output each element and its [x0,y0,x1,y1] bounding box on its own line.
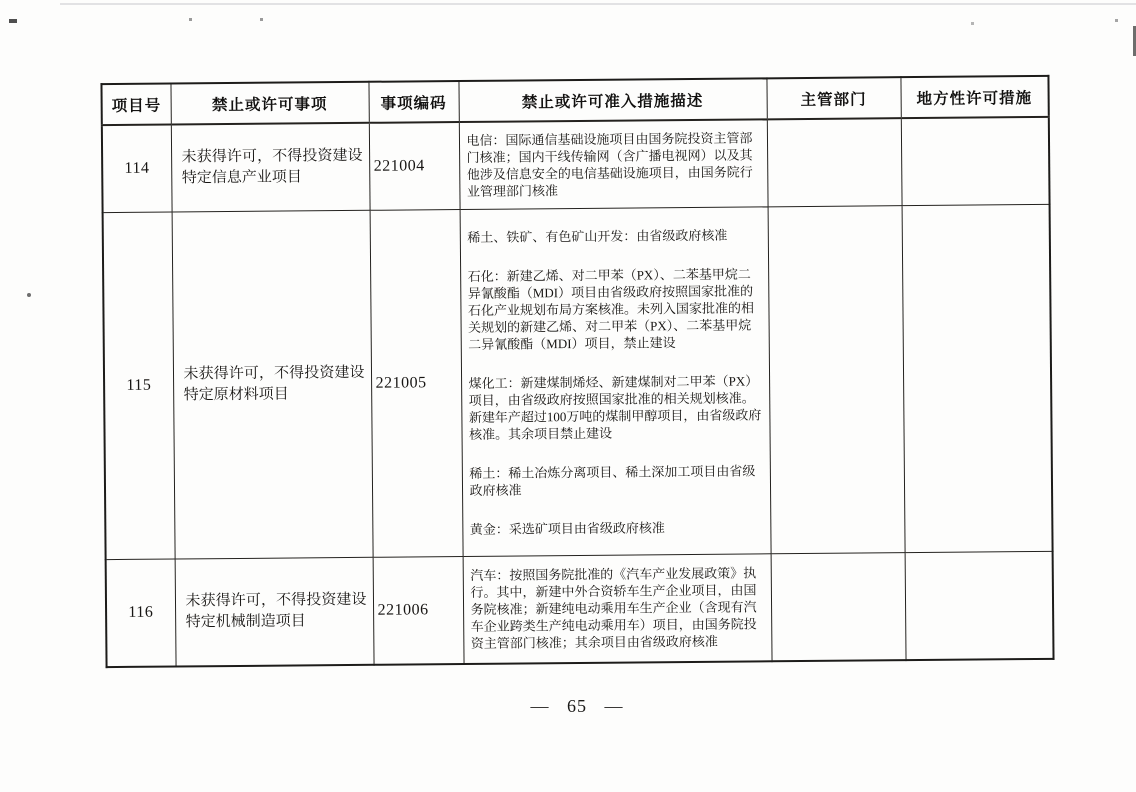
table-row-114 [102,117,1050,213]
measure-paragraph: 煤化工：新建煤制烯烃、新建煤制对二甲苯（PX）项目，由省级政府按照国家批准的相关规划核准。新建年产超过100万吨的煤制甲醇项目，由省级政府核准。其余项目禁止建设 [468,372,762,442]
cell-measure-description [460,207,771,557]
header-item-code: 事项编码 [368,81,458,123]
cell-measure-description [463,554,772,664]
scan-edge-artifact [60,3,1136,5]
scan-speck-artifact [260,18,263,21]
cell-competent-department [767,118,902,207]
approval-items-table-wrapper [100,75,1052,668]
approval-items-table [100,75,1054,668]
cell-measure-description [459,119,768,209]
cell-item: 未获得许可，不得投资建设特定信息产业项目 [171,123,370,212]
cell-project-number: 114 [102,125,172,213]
cell-competent-department [768,206,905,554]
cell-item: 未获得许可，不得投资建设特定机械制造项目 [175,557,374,666]
cell-item-code: 221005 [370,210,463,558]
page-number-footer: — 65 — [530,696,624,716]
scan-speck-artifact [9,19,17,23]
cell-local-permit-measures [902,204,1053,552]
cell-project-number: 116 [106,559,176,667]
table-row-116 [106,551,1054,666]
cell-item-code: 221006 [373,557,464,665]
cell-local-permit-measures [905,551,1054,659]
measure-paragraph: 稀土、铁矿、有色矿山开发：由省级政府核准 [467,227,728,245]
cell-competent-department [771,553,906,661]
scan-speck-artifact [27,293,31,297]
header-prohibited-or-permitted-item: 禁止或许可事项 [170,82,368,125]
header-measure-description: 禁止或许可准入措施描述 [458,78,766,122]
header-project-number: 项目号 [101,84,170,126]
measure-paragraph: 电信：国际通信基础设施项目由国务院投资主管部门核准；国内干线传输网（含广播电视网）以及其他涉及信息安全的电信基础设施项目，由国务院行业管理部门核准 [466,130,753,199]
scan-speck-artifact [189,18,192,21]
table-row-115 [103,204,1053,559]
cell-project-number: 115 [103,212,175,560]
measure-paragraph: 稀土：稀土冶炼分离项目、稀土深加工项目由省级政府核准 [469,462,756,498]
scan-speck-artifact [1115,19,1118,22]
scan-speck-artifact [971,22,974,25]
measure-paragraph: 汽车：按照国务院批准的《汽车产业发展政策》执行。其中，新建中外合资轿车生产企业项目，由国务院核准；新建纯电动乘用车生产企业（含现有汽车企业跨类生产纯电动乘用车）项目，由国务院投资主管部门核准；其余项目由省级政府核准 [470,565,757,652]
cell-item: 未获得许可，不得投资建设特定原材料项目 [172,210,373,559]
cell-item-code: 221004 [369,122,460,210]
measure-paragraph: 石化：新建乙烯、对二甲苯（PX）、二苯基甲烷二异氰酸酯（MDI）项目由省级政府按照国家批准的石化产业规划布局方案核准。未列入国家批准的相关规划的新建乙烯、对二甲苯（PX）、二苯基甲烷二异氰酸酯（MDI）项目，禁止建设 [467,265,755,352]
measure-paragraph: 黄金：采选矿项目由省级政府核准 [469,519,665,537]
header-competent-department: 主管部门 [766,77,900,119]
header-local-permit-measures: 地方性许可措施 [900,76,1048,118]
cell-local-permit-measures [901,117,1050,206]
